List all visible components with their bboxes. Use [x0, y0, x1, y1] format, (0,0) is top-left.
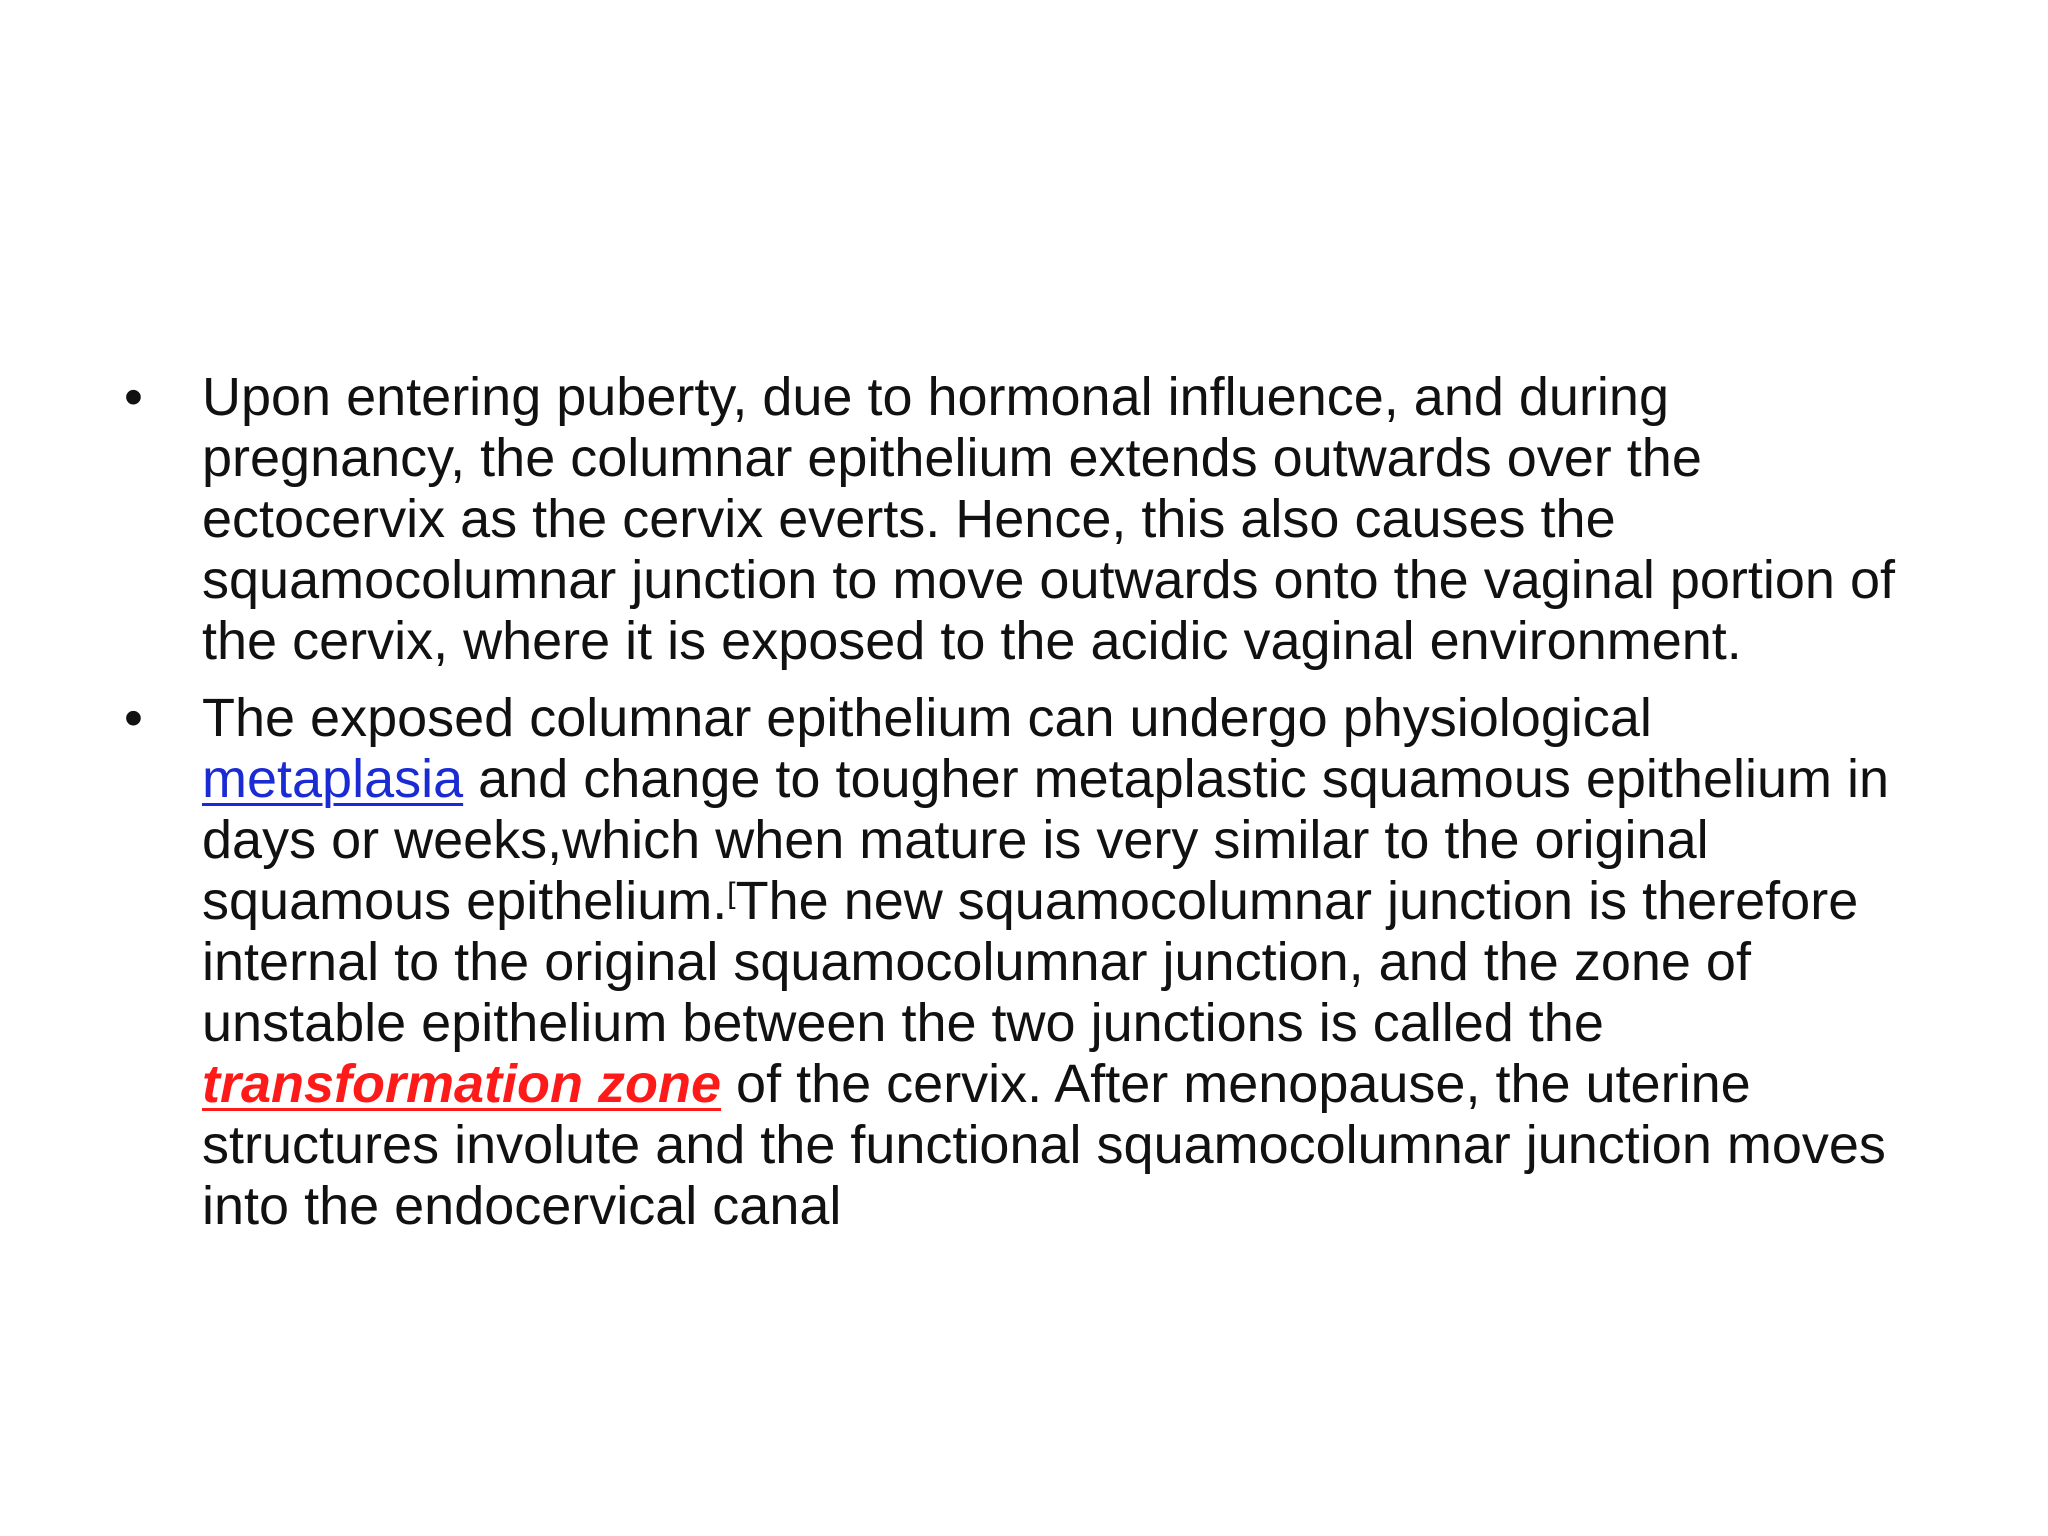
- reference-marker: [: [727, 877, 736, 910]
- bullet-text-part-3: The new squamocolumnar junction is therefore internal to the original squamocolumnar junction, and the zone of unstable epithelium between the two junctions is called the: [202, 871, 1859, 1053]
- transformation-zone-emphasis: transformation zone: [202, 1054, 722, 1114]
- bullet-text-part-2: and change to tougher metaplastic squamous epithelium in days or weeks,which when mature is very similar to the original squamous epithelium.: [202, 749, 1890, 931]
- bullet-list: [118, 367, 1898, 1253]
- bullet-text-part-4: of the cervix. After menopause, the uterine structures involute and the functional squamocolumnar junction moves into the endocervical canal: [202, 1054, 1886, 1236]
- bullet-text-part-1: The exposed columnar epithelium can undergo physiological: [202, 688, 1652, 748]
- bullet-item-1: [118, 367, 1898, 672]
- bullet-item-2: [118, 688, 1898, 1237]
- bullet-text: Upon entering puberty, due to hormonal influence, and during pregnancy, the columnar epithelium extends outwards over the ectocervix as the cervix everts. Hence, this also causes the squamocolumnar junction to move outwards onto the vaginal portion of the cervix, where it is exposed to the acidic vaginal environment.: [202, 367, 1895, 671]
- bullet-marker: •: [124, 367, 143, 427]
- metaplasia-link[interactable]: metaplasia: [202, 749, 464, 809]
- bullet-marker: •: [124, 688, 143, 748]
